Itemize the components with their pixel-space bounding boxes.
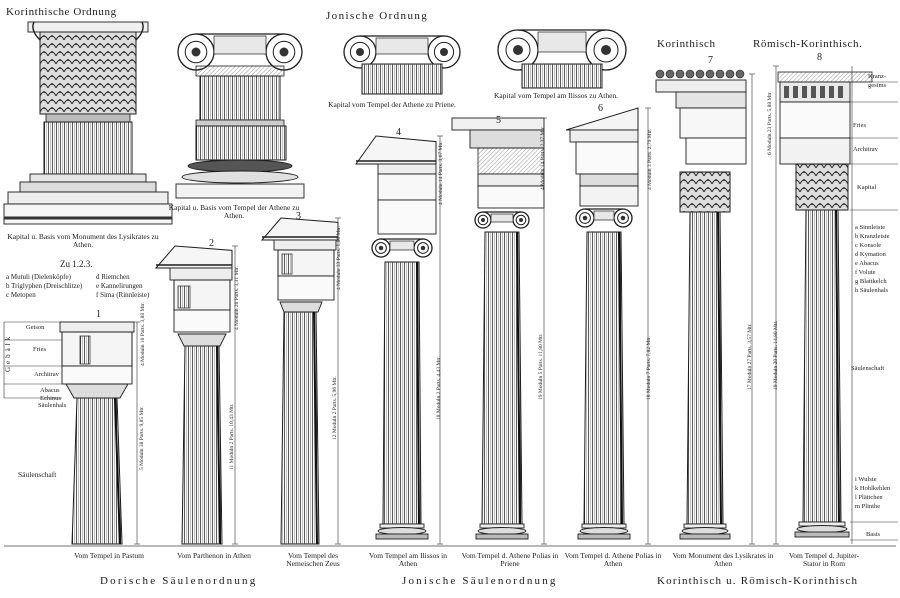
right-legend-b: b Kranzleiste bbox=[855, 233, 890, 240]
legend-right-0: d Riemchen bbox=[96, 273, 130, 281]
column-number-7: 7 bbox=[708, 55, 713, 66]
caption-capital-athene-priene: Kapital vom Tempel der Athene zu Priene. bbox=[328, 100, 456, 109]
legend-left-1: b Triglyphen (Dreischlitze) bbox=[6, 282, 83, 290]
label-basis-right: Basis bbox=[866, 531, 881, 538]
heading-ionic-order: Jonische Ordnung bbox=[326, 10, 429, 22]
heading-corinthian-order: Korinthische Ordnung bbox=[6, 6, 117, 18]
label-abacus-left: Abacus bbox=[40, 387, 60, 394]
column-height-4: 18 Moduln 2 Parts. 4,43 Mtr. bbox=[436, 356, 442, 420]
entablature-height-1: 4 Moduln 10 Parts. 3,88 Mtr. bbox=[140, 302, 146, 366]
column-number-4: 4 bbox=[396, 127, 401, 138]
caption-column-6: Vom Tempel d. Athene Polias in Athen bbox=[564, 551, 662, 568]
label-architrav-left: Architrav bbox=[34, 371, 59, 378]
entablature-height-2: 4 Moduln 20 Parts. 3,31 Mtr. bbox=[234, 266, 240, 330]
column-number-5: 5 bbox=[496, 115, 501, 126]
caption-column-3: Vom Tempel des Nemeischen Zeus bbox=[286, 551, 340, 568]
label-geison: Geison bbox=[26, 324, 45, 331]
heading-roman-corinthian: Römisch-Korinthisch. bbox=[753, 38, 863, 50]
heading-corinthian: Korinthisch bbox=[657, 38, 716, 50]
entablature-height-3: 4 Moduln 33 Parts. 1,80 Mtr. bbox=[336, 226, 342, 290]
column-height-6: 18 Moduln 7 Parts. 7,82 Mtr. bbox=[646, 336, 652, 400]
capital-athene-priene-drawing bbox=[344, 36, 460, 94]
entablature-height-6: 4 Moduln 3 Parts. 2,79 Mtr. bbox=[647, 128, 653, 190]
column-number-6: 6 bbox=[598, 103, 603, 114]
right-legend-k: k Hohlkehlen bbox=[855, 485, 891, 492]
legend-left-2: c Metopen bbox=[6, 291, 36, 299]
capital-athene-athen-drawing bbox=[176, 34, 304, 198]
right-legend-h: h Säulenhals bbox=[855, 287, 889, 294]
right-legend-e: e Abacus bbox=[855, 260, 879, 267]
caption-capital-athene-athen: Kapital u. Basis vom Tempel der Athene zu Athen. bbox=[168, 203, 300, 220]
right-legend-c: c Konsole bbox=[855, 242, 882, 249]
measurement-brackets-drawing bbox=[4, 66, 898, 546]
right-legend-g: g Blattkelch bbox=[855, 278, 887, 285]
legend-left-0: a Mutuli (Dielenköpfe) bbox=[6, 273, 71, 281]
label-fries-left: Fries bbox=[33, 346, 46, 353]
entablature-height-5: 4 Moduln 14 Parts. 2,37 Mtr. bbox=[540, 126, 546, 190]
entablature-height-8: 6 Moduln 23 Parts. 5,88 Mtr. bbox=[767, 91, 773, 155]
entablature-height-4: 4 Moduln 14 Parts. 3,67 Mtr. bbox=[438, 141, 444, 205]
column-height-3: 12 Moduln 2 Parts. 5,96 Mtr. bbox=[332, 376, 338, 440]
column-number-3: 3 bbox=[296, 211, 301, 222]
right-legend-m: m Plinthe bbox=[855, 503, 881, 510]
column-number-2: 2 bbox=[209, 238, 214, 249]
right-legend-f: f Volute bbox=[855, 269, 876, 276]
heading-corinthian-column-order: Korinthisch u. Römisch-Korinthisch bbox=[657, 575, 859, 587]
label-saeulenhals-left: Säulenhals bbox=[38, 402, 67, 409]
column-height-2: 11 Moduln 2 Parts. 10,43 Mtr. bbox=[229, 403, 235, 470]
right-legend-i: i Wulste bbox=[855, 476, 877, 483]
label-saeulenschaft-left: Säulenschaft bbox=[18, 470, 57, 479]
column-number-8: 8 bbox=[817, 52, 822, 63]
caption-column-1: Vom Tempel in Pastum bbox=[74, 551, 144, 560]
label-kranzgesims-right: Kranz-gesims bbox=[868, 73, 887, 89]
legend-right-1: e Kannelirungen bbox=[96, 282, 143, 290]
column-height-5: 19 Moduln 5 Parts. 11,80 Mtr. bbox=[538, 333, 544, 400]
column-height-7: 17 Moduln 27 Parts. 3,57 Mtr. bbox=[747, 323, 753, 390]
label-saeulenschaft-right: Säulenschaft bbox=[851, 365, 885, 372]
legend-right-2: f Sima (Rinnleiste) bbox=[96, 291, 150, 299]
caption-column-4: Vom Tempel am Ilissos in Athen bbox=[369, 551, 447, 568]
label-fries-right: Fries bbox=[853, 122, 866, 129]
heading-doric-column-order: Dorische Säulenordnung bbox=[100, 575, 258, 587]
label-echinus-left: Echinus bbox=[40, 395, 61, 402]
caption-column-5: Vom Tempel d. Athene Polias in Priene bbox=[461, 551, 559, 568]
right-legend-a: a Sinnleiste bbox=[855, 224, 886, 231]
right-legend-d: d Kymation bbox=[855, 251, 886, 258]
caption-column-8: Vom Tempel d. Jupiter-Stator in Rom bbox=[788, 551, 860, 568]
caption-capital-lysikrates: Kapital u. Basis vom Monument des Lysikrates zu Athen. bbox=[7, 232, 159, 249]
column-elevations-drawing bbox=[60, 70, 872, 544]
capital-ilissos-drawing bbox=[498, 30, 626, 88]
caption-capital-ilissos: Kapital vom Tempel am Ilissos zu Athen. bbox=[493, 91, 619, 100]
right-legend-l: l Plättchen bbox=[855, 494, 883, 501]
column-number-1: 1 bbox=[96, 309, 101, 320]
label-architrav-right: Architrav bbox=[853, 146, 878, 153]
caption-column-2: Vom Parthenon in Athen bbox=[177, 551, 251, 560]
capital-lysikrates-drawing bbox=[4, 22, 172, 224]
column-height-8: 19 Moduln 20 Parts. 14,80 Mtr. bbox=[773, 320, 779, 390]
caption-column-7: Vom Monument des Lysikrates in Athen bbox=[672, 551, 774, 568]
label-kapital-right: Kapital bbox=[857, 184, 877, 191]
legend-title: Zu 1.2.3. bbox=[60, 259, 93, 269]
column-height-1: 5 Moduln 38 Parts. 9,85 Mtr. bbox=[139, 406, 145, 470]
heading-ionic-column-order: Jonische Säulenordnung bbox=[402, 575, 558, 587]
label-gebaelk: Gebälk bbox=[4, 333, 12, 372]
